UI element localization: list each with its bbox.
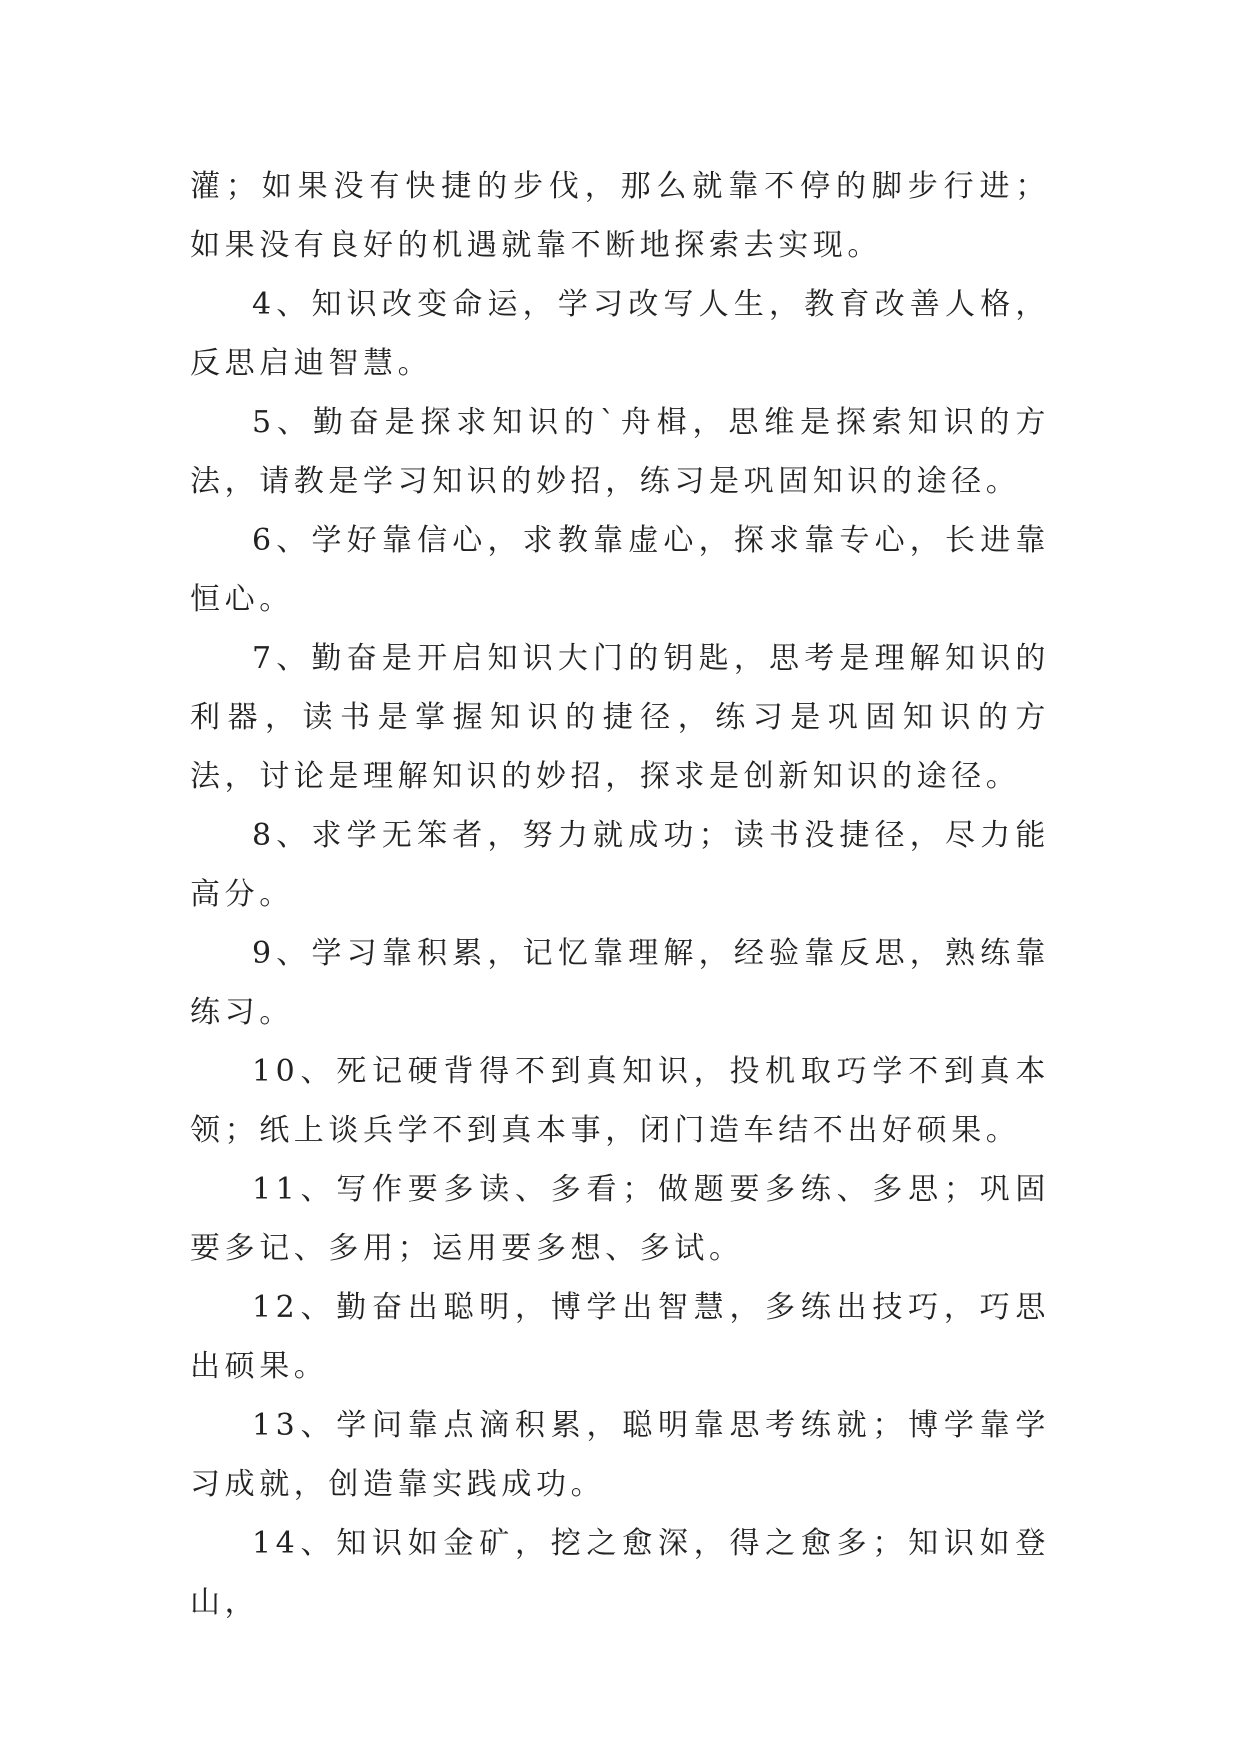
document-body [190, 157, 1050, 1632]
paragraph-item-13: 13、学问靠点滴积累，聪明靠思考练就；博学靠学习成就，创造靠实践成功。 [190, 1408, 1050, 1502]
paragraph-item-14: 14、知识如金矿，挖之愈深，得之愈多；知识如登山， [190, 1526, 1050, 1620]
paragraph-item-5: 5、勤奋是探求知识的`舟楫，思维是探索知识的方法，请教是学习知识的妙招，练习是巩固知识的途径。 [190, 405, 1050, 499]
paragraph-item-12: 12、勤奋出聪明，博学出智慧，多练出技巧，巧思出硕果。 [190, 1290, 1050, 1384]
paragraph-item-6: 6、学好靠信心，求教靠虚心，探求靠专心，长进靠恒心。 [190, 523, 1050, 617]
paragraph-item-8: 8、求学无笨者，努力就成功；读书没捷径，尽力能高分。 [190, 818, 1050, 912]
paragraph-item-9: 9、学习靠积累，记忆靠理解，经验靠反思，熟练靠练习。 [190, 936, 1050, 1030]
paragraph-item-7: 7、勤奋是开启知识大门的钥匙，思考是理解知识的利器，读书是掌握知识的捷径，练习是巩固知识的方法，讨论是理解知识的妙招，探求是创新知识的途径。 [190, 641, 1050, 794]
paragraph-item-4: 4、知识改变命运，学习改写人生，教育改善人格，反思启迪智慧。 [190, 287, 1050, 381]
paragraph-item-11: 11、写作要多读、多看；做题要多练、多思；巩固要多记、多用；运用要多想、多试。 [190, 1172, 1050, 1266]
paragraph-continuation: 灌；如果没有快捷的步伐，那么就靠不停的脚步行进；如果没有良好的机遇就靠不断地探索去实现。 [190, 169, 1050, 263]
paragraph-item-10: 10、死记硬背得不到真知识，投机取巧学不到真本领；纸上谈兵学不到真本事，闭门造车结不出好硕果。 [190, 1054, 1050, 1148]
